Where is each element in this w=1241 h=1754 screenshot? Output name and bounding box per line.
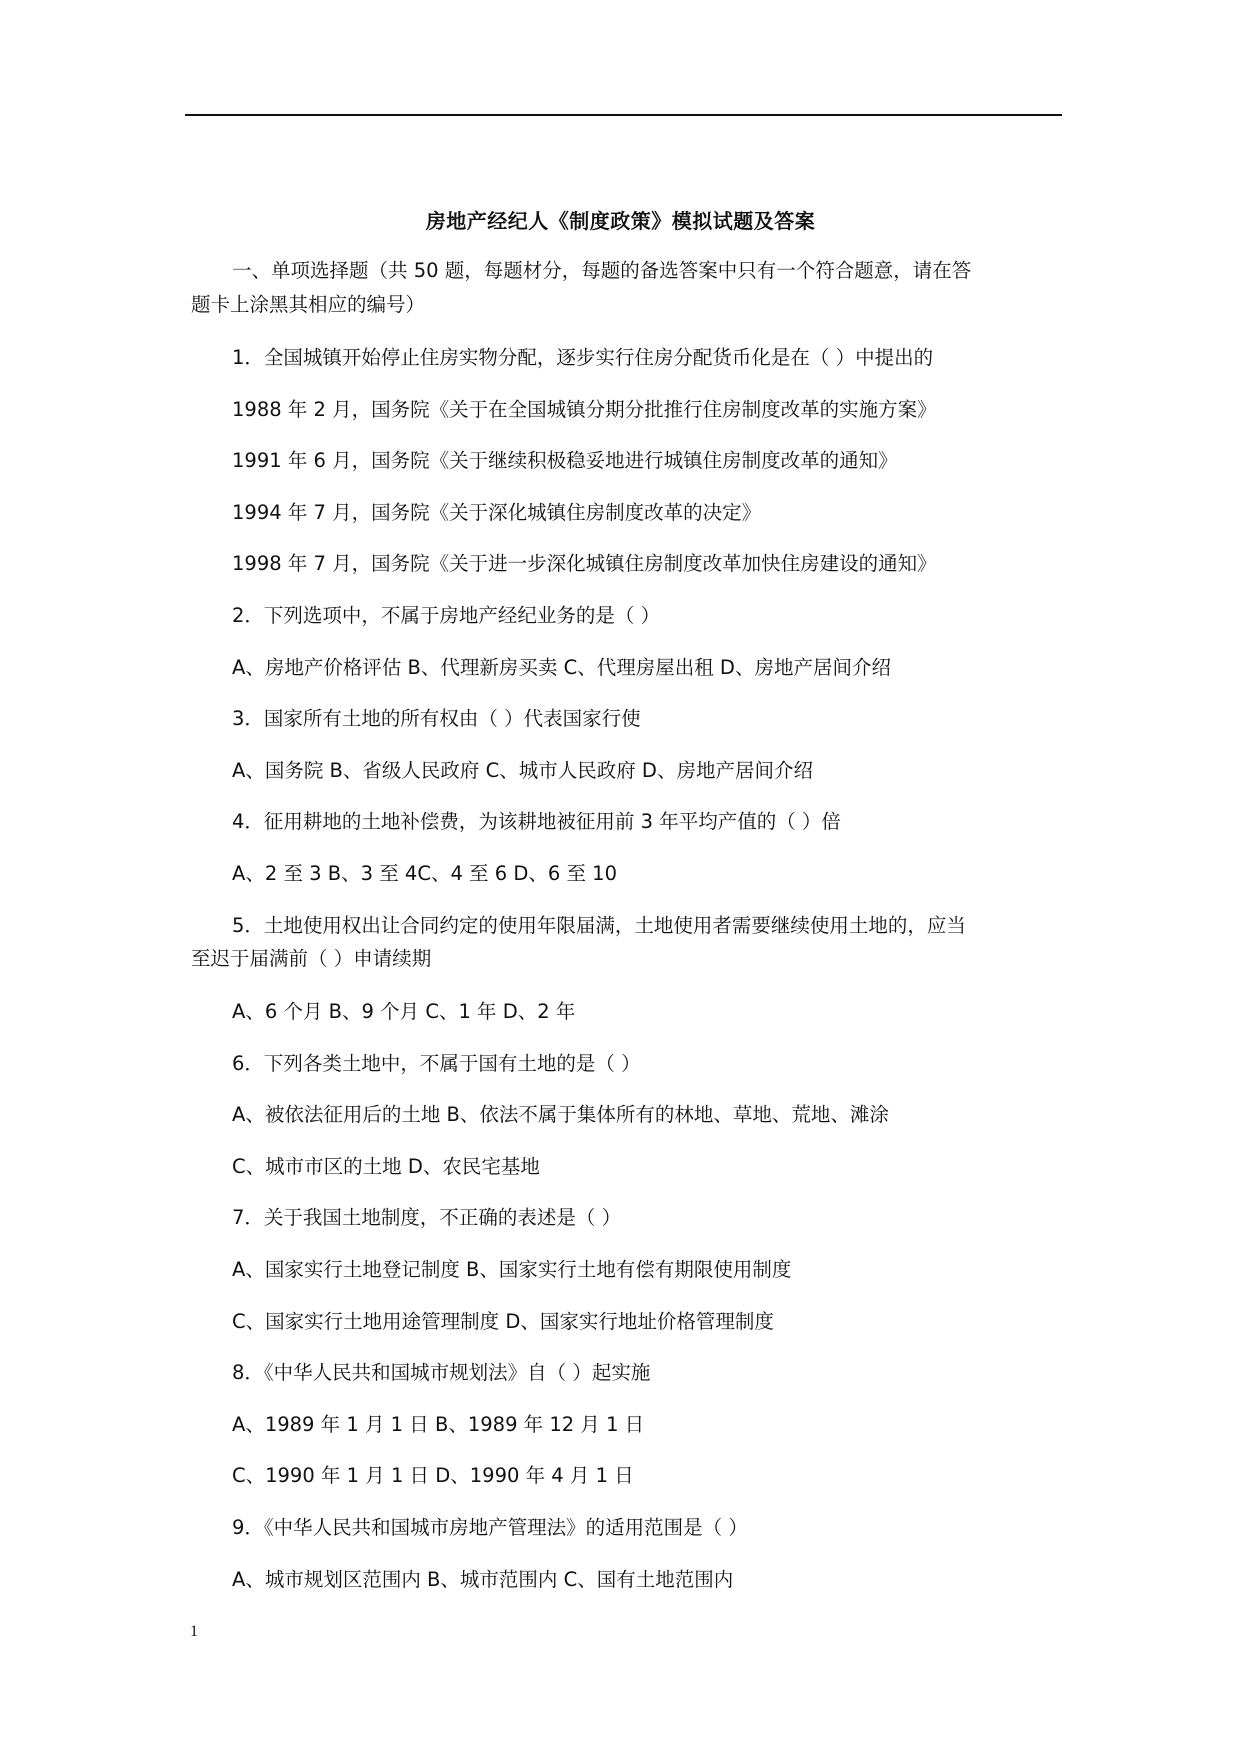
section-intro-continued: 题卡上涂黑其相应的编号）	[191, 293, 426, 316]
question-7-options-ab: A、国家实行土地登记制度 B、国家实行土地有偿有期限使用制度	[232, 1258, 792, 1281]
header-rule	[185, 114, 1062, 116]
question-2: 2．下列选项中，不属于房地产经纪业务的是（ ）	[232, 604, 661, 627]
question-6: 6．下列各类土地中，不属于国有土地的是（ ）	[232, 1052, 641, 1075]
question-1-option-b: 1991 年 6 月，国务院《关于继续积极稳妥地进行城镇住房制度改革的通知》	[232, 449, 898, 472]
question-1-option-d: 1998 年 7 月，国务院《关于进一步深化城镇住房制度改革加快住房建设的通知》	[232, 552, 937, 575]
question-2-options: A、房地产价格评估 B、代理新房买卖 C、代理房屋出租 D、房地产居间介绍	[232, 656, 891, 679]
question-1-option-c: 1994 年 7 月，国务院《关于深化城镇住房制度改革的决定》	[232, 501, 762, 524]
question-5: 5．土地使用权出让合同约定的使用年限届满，土地使用者需要继续使用土地的，应当	[232, 914, 966, 937]
question-8-options-cd: C、1990 年 1 月 1 日 D、1990 年 4 月 1 日	[232, 1464, 634, 1487]
question-4: 4．征用耕地的土地补偿费，为该耕地被征用前 3 年平均产值的（ ）倍	[232, 810, 841, 833]
question-6-options-cd: C、城市市区的土地 D、农民宅基地	[232, 1155, 540, 1178]
section-intro: 一、单项选择题（共 50 题，每题材分，每题的备选答案中只有一个符合题意，请在答	[232, 259, 972, 282]
document-title: 房地产经纪人《制度政策》模拟试题及答案	[425, 209, 816, 233]
question-4-options: A、2 至 3 B、3 至 4C、4 至 6 D、6 至 10	[232, 862, 617, 885]
question-5-continued: 至迟于届满前（ ）申请续期	[191, 947, 432, 970]
question-9-options: A、城市规划区范围内 B、城市范围内 C、国有土地范围内	[232, 1568, 734, 1591]
question-3: 3．国家所有土地的所有权由（ ）代表国家行使	[232, 707, 641, 730]
question-6-options-ab: A、被依法征用后的土地 B、依法不属于集体所有的林地、草地、荒地、滩涂	[232, 1103, 889, 1126]
question-7-options-cd: C、国家实行土地用途管理制度 D、国家实行地址价格管理制度	[232, 1310, 774, 1333]
question-7: 7．关于我国土地制度，不正确的表述是（ ）	[232, 1206, 622, 1229]
page-number: 1	[190, 1623, 198, 1640]
question-9: 9．《中华人民共和国城市房地产管理法》的适用范围是（ ）	[232, 1516, 748, 1539]
question-5-options: A、6 个月 B、9 个月 C、1 年 D、2 年	[232, 1000, 576, 1023]
question-1: 1．全国城镇开始停止住房实物分配，逐步实行住房分配货币化是在（ ）中提出的	[232, 346, 934, 369]
question-8-options-ab: A、1989 年 1 月 1 日 B、1989 年 12 月 1 日	[232, 1413, 645, 1436]
question-3-options: A、国务院 B、省级人民政府 C、城市人民政府 D、房地产居间介绍	[232, 759, 813, 782]
question-8: 8．《中华人民共和国城市规划法》自（ ）起实施	[232, 1361, 651, 1384]
question-1-option-a: 1988 年 2 月，国务院《关于在全国城镇分期分批推行住房制度改革的实施方案》	[232, 398, 937, 421]
